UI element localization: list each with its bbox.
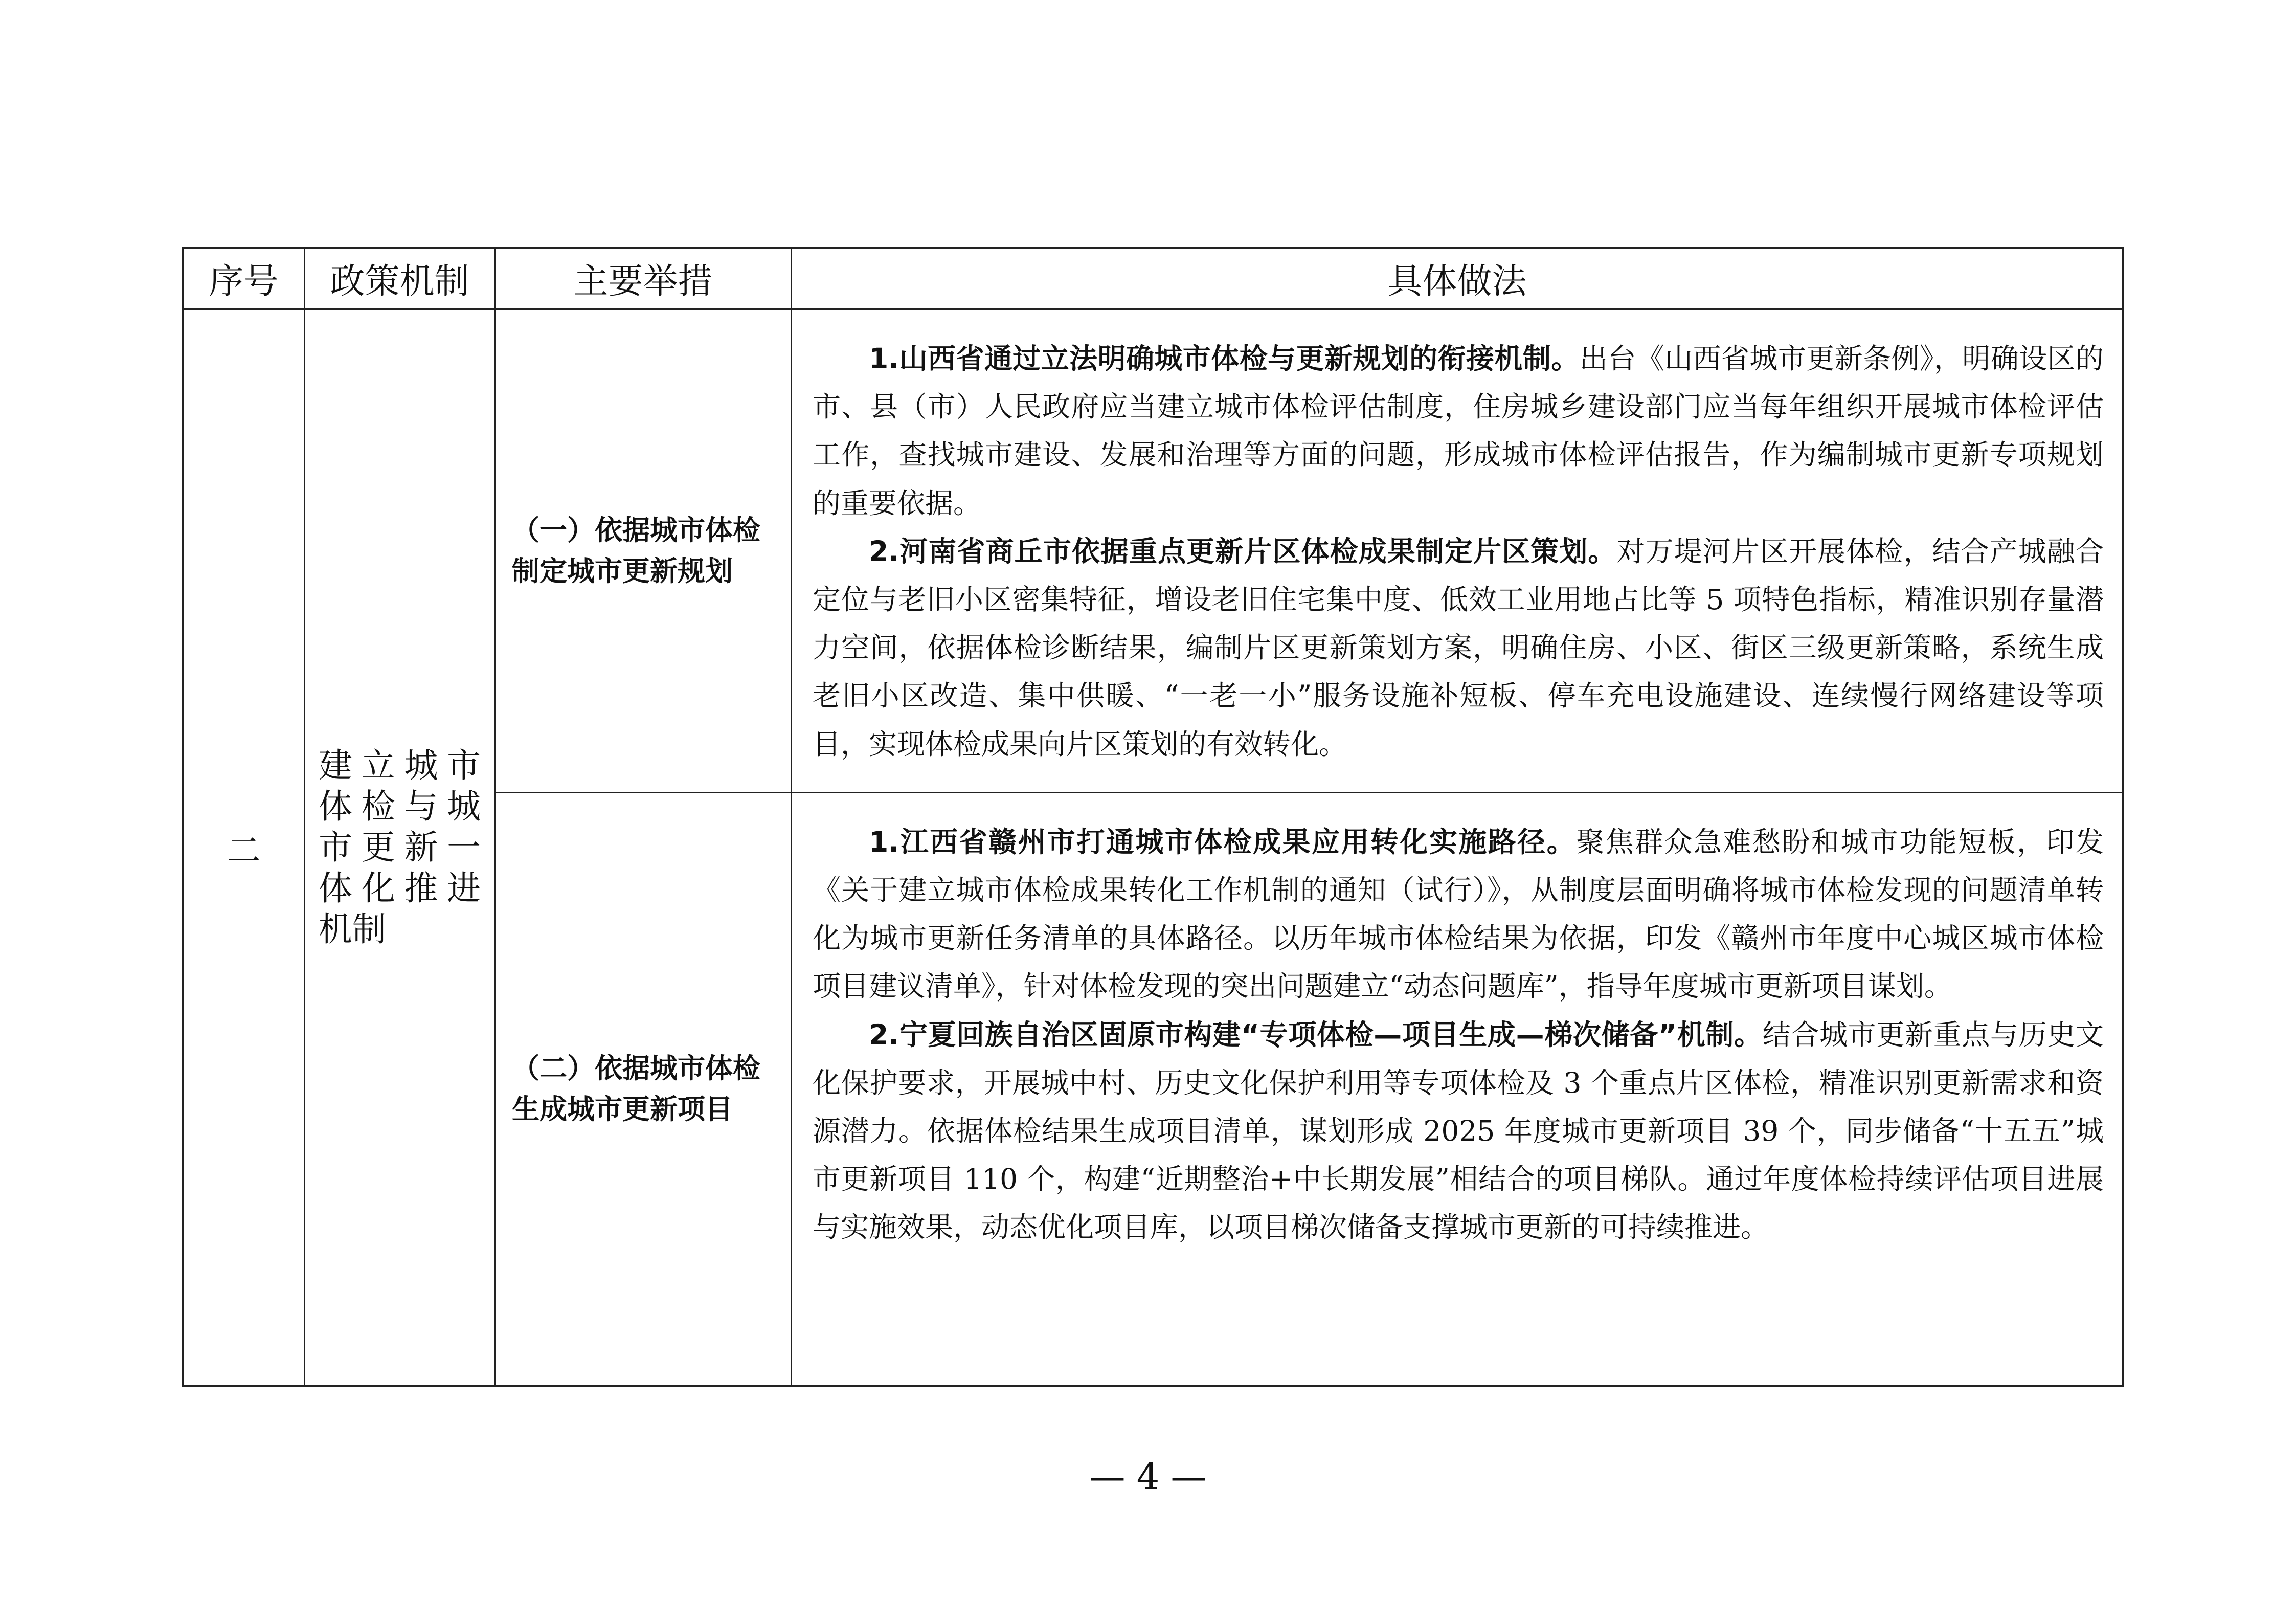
measure-2-detail [792, 792, 2123, 1386]
detail-paragraph [813, 818, 2104, 1011]
measure-1-title: （一）依据城市体检制定城市更新规划 [495, 309, 792, 793]
header-measure: 主要举措 [495, 248, 792, 309]
header-detail: 具体做法 [792, 248, 2123, 309]
detail-lead: 2.河南省商丘市依据重点更新片区体检成果制定片区策划。 [869, 535, 1617, 568]
page-number: — 4 — [1089, 1456, 1207, 1498]
detail-paragraph [813, 527, 2104, 768]
header-policy: 政策机制 [305, 248, 495, 309]
table-row [183, 309, 2123, 793]
measure-2-title: （二）依据城市体检生成城市更新项目 [495, 792, 792, 1386]
detail-paragraph [813, 1011, 2104, 1252]
detail-body: 出台《山西省城市更新条例》，明确设区的市、县（市）人民政府应当建立城市体检评估制度，住房城乡建设部门应当每年组织开展城市体检评估工作，查找城市建设、发展和治理等方面的问题，形成城市体检评估报告，作为编制城市更新专项规划的重要依据。 [813, 342, 2104, 520]
detail-lead: 1.江西省赣州市打通城市体检成果应用转化实施路径。 [869, 825, 1577, 858]
header-seq: 序号 [183, 248, 305, 309]
detail-body: 结合城市更新重点与历史文化保护要求，开展城中村、历史文化保护利用等专项体检及 3 个重点片区体检，精准识别更新需求和资源潜力。依据体检结果生成项目清单，谋划形成 2025 年度城市更新项目 39 个，同步储备“十五五”城市更新项目 110 个，构建“近期整治+中长期发展”相结合的项目梯队。通过年度体检持续评估项目进展与实施效果，动态优化项目库，以项目梯次储备支撑城市更新的可持续推进。 [813, 1018, 2104, 1244]
detail-lead: 1.山西省通过立法明确城市体检与更新规划的衔接机制。 [869, 342, 1580, 375]
policy-table [182, 247, 2124, 1387]
row-seq: 二 [183, 309, 305, 1386]
measure-1-detail [792, 309, 2123, 793]
table-header-row [183, 248, 2123, 309]
detail-body: 聚焦群众急难愁盼和城市功能短板，印发《关于建立城市体检成果转化工作机制的通知（试行）》，从制度层面明确将城市体检发现的问题清单转化为城市更新任务清单的具体路径。以历年城市体检结果为依据，印发《赣州市年度中心城区城市体检项目建议清单》，针对体检发现的突出问题建立“动态问题库”，指导年度城市更新项目谋划。 [813, 825, 2104, 1003]
row-policy: 建立城市体检与城市更新一体化推进机制 [305, 309, 495, 1386]
detail-lead: 2.宁夏回族自治区固原市构建“专项体检—项目生成—梯次储备”机制。 [869, 1018, 1763, 1051]
detail-paragraph [813, 335, 2104, 527]
detail-body: 对万堤河片区开展体检，结合产城融合定位与老旧小区密集特征，增设老旧住宅集中度、低效工业用地占比等 5 项特色指标，精准识别存量潜力空间，依据体检诊断结果，编制片区更新策划方案，明确住房、小区、街区三级更新策略，系统生成老旧小区改造、集中供暖、“一老一小”服务设施补短板、停车充电设施建设、连续慢行网络建设等项目，实现体检成果向片区策划的有效转化。 [813, 535, 2104, 761]
